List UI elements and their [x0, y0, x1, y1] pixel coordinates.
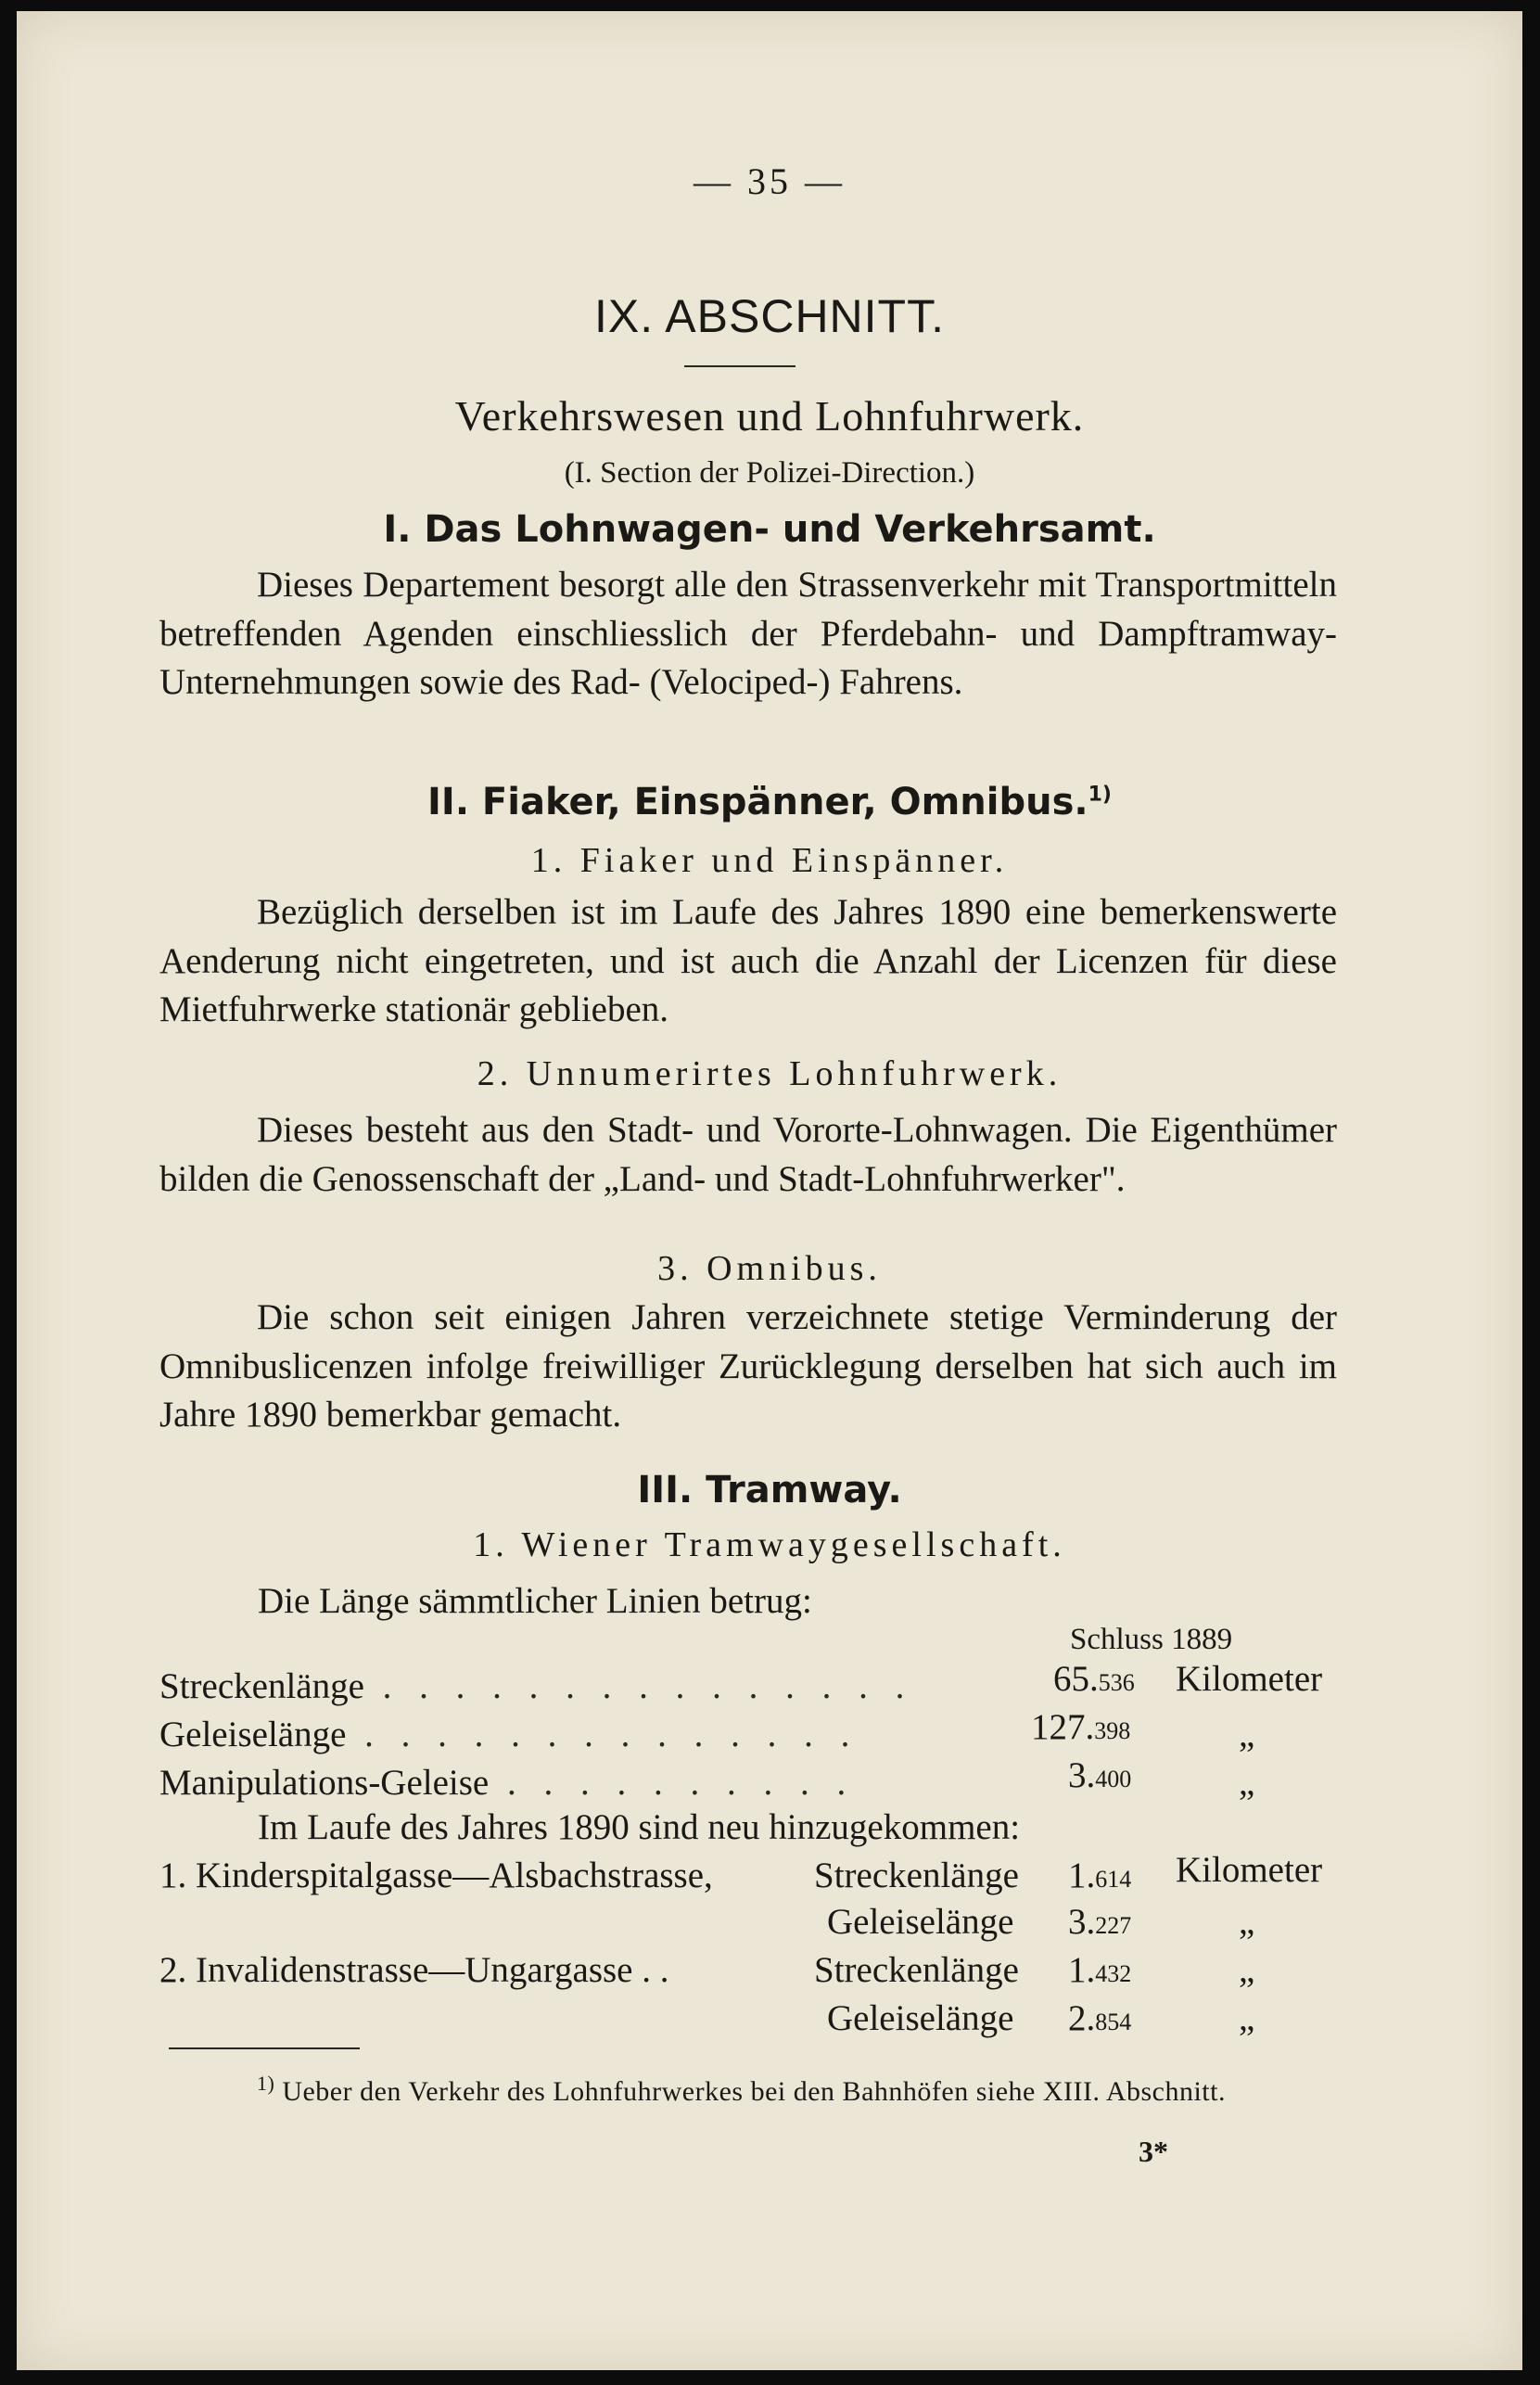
table-row: [159, 1665, 913, 1707]
dot-leader: . . . . . . . . . . . . . .: [346, 1715, 859, 1754]
footnote: [159, 2064, 1337, 2111]
row-unit: Kilometer: [1176, 1659, 1323, 1699]
row-unit: „: [1239, 1763, 1255, 1803]
added-value: 2.854: [1068, 1998, 1132, 2038]
footnote-mark: 1): [257, 2072, 275, 2095]
footnote-text: Ueber den Verkehr des Lohnfuhrwerkes bei den Bahnhöfen siehe XIII. Abschnitt.: [282, 2076, 1226, 2107]
row-label: Geleiselänge: [159, 1715, 347, 1754]
added-kind: Geleiselänge: [827, 1998, 1014, 2038]
section-1-heading: I. Das Lohnwagen- und Verkehrsamt.: [383, 508, 1156, 551]
dot-leader: . . . . . . . . . .: [489, 1763, 856, 1803]
added-kind: Streckenlänge: [814, 1856, 1019, 1895]
subsection-tramway-heading: 1. Wiener Tramwaygesellschaft.: [473, 1525, 1066, 1564]
signature-mark: 3*: [1139, 2135, 1168, 2168]
chapter-title: Verkehrswesen und Lohnfuhrwerk.: [454, 392, 1085, 440]
row-label: Streckenlänge: [159, 1666, 364, 1706]
row-value: 3.400: [1068, 1755, 1132, 1795]
added-unit: „: [1239, 1950, 1255, 1990]
section-2-heading-text: II. Fiaker, Einspänner, Omnibus.: [427, 781, 1088, 823]
subsection-fiaker-heading: 1. Fiaker und Einspänner.: [530, 841, 1009, 880]
dot-leader: . . . . . . . . . . . . . . .: [363, 1666, 914, 1706]
subsection-lohnfuhrwerk-text: Dieses besteht aus den Stadt- und Vororte-Lohnwagen. Die Eigenthümer bilden die Genossenschaft der „Land- und Stadt-Lohnfuhrwerker".: [159, 1110, 1337, 1199]
page-number: — 35 —: [694, 160, 846, 202]
subsection-lohnfuhrwerk-heading: 2. Unnumerirtes Lohnfuhrwerk.: [477, 1054, 1063, 1093]
added-route: 2. Invalidenstrasse—Ungargasse . .: [159, 1950, 669, 1990]
table-row: [159, 1762, 855, 1804]
column-header: Schluss 1889: [1070, 1623, 1233, 1656]
table-row: [159, 1714, 859, 1755]
chapter-heading: IX. ABSCHNITT.: [594, 290, 945, 342]
tramway-intro: Die Länge sämmtlicher Linien betrug:: [258, 1581, 812, 1621]
row-unit: „: [1239, 1715, 1255, 1754]
subsection-omnibus-heading: 3. Omnibus.: [657, 1249, 882, 1288]
added-unit: Kilometer: [1176, 1850, 1323, 1890]
book-page: [17, 11, 1522, 2370]
section-2-heading: [17, 781, 1522, 823]
added-value: 3.227: [1068, 1902, 1132, 1942]
added-kind: Geleiselänge: [827, 1902, 1014, 1942]
subsection-omnibus-text: Die schon seit einigen Jahren verzeichnete stetige Verminderung der Omnibuslicenzen infolge freiwilliger Zurücklegung derselben hat sich auch im Jahre 1890 bemerkbar gemacht.: [159, 1297, 1337, 1435]
section-3-heading: III. Tramway.: [637, 1469, 902, 1511]
added-unit: „: [1239, 1998, 1255, 2038]
row-label: Manipulations-Geleise: [159, 1763, 490, 1803]
subsection-fiaker-text: Bezüglich derselben ist im Laufe des Jahres 1890 eine bemerkenswerte Aenderung nicht eingetreten, und ist auch die Anzahl der Licenzen für diese Mietfuhrwerke stationär geblieben.: [159, 892, 1337, 1029]
added-route: 1. Kinderspitalgasse—Alsbachstrasse,: [159, 1856, 713, 1895]
row-value: 65.536: [1053, 1659, 1135, 1699]
added-value: 1.432: [1068, 1950, 1132, 1990]
added-kind: Streckenlänge: [814, 1950, 1019, 1990]
row-value: 127.398: [1031, 1707, 1131, 1747]
added-unit: „: [1239, 1902, 1255, 1942]
chapter-subtitle: (I. Section der Polizei-Direction.): [564, 456, 975, 490]
footnote-reference: 1): [1088, 783, 1112, 807]
added-intro: Im Laufe des Jahres 1890 sind neu hinzugekommen:: [258, 1807, 1021, 1847]
section-1-text: Dieses Departement besorgt alle den Strassenverkehr mit Transportmitteln betreffenden Agenden einschliesslich der Pferdebahn- und Dampftramway-Unternehmungen sowie des Rad- (Velociped-) Fahrens.: [159, 565, 1337, 702]
footnote-rule: [169, 2047, 360, 2049]
added-value: 1.614: [1068, 1856, 1132, 1895]
chapter-rule: [684, 365, 795, 367]
